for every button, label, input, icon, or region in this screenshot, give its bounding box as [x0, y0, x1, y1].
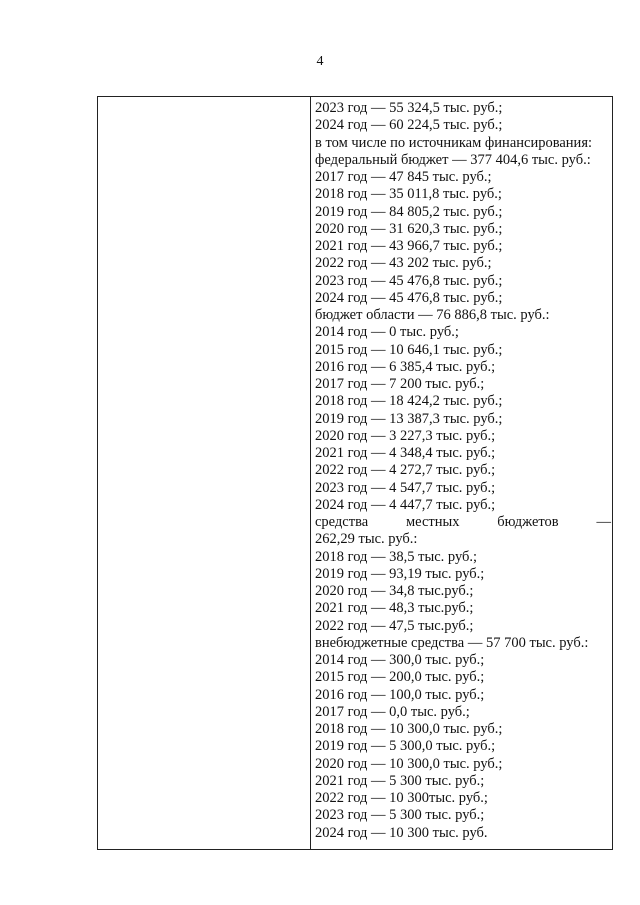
- funding-line: 2020 год — 31 620,3 тыс. руб.;: [315, 220, 503, 237]
- funding-line: 2020 год — 3 227,3 тыс. руб.;: [315, 427, 496, 444]
- funding-line: внебюджетные средства — 57 700 тыс. руб.:: [315, 634, 589, 651]
- funding-line: 2017 год — 47 845 тыс. руб.;: [315, 169, 492, 185]
- funding-line: 2019 год — 5 300,0 тыс. руб.;: [315, 738, 496, 755]
- funding-line: 2023 год — 55 324,5 тыс. руб.;: [315, 100, 503, 116]
- funding-line: 2024 год — 45 476,8 тыс. руб.;: [315, 289, 503, 306]
- funding-line: 2023 год — 4 547,7 тыс. руб.;: [315, 479, 496, 496]
- local-budget-word: местных: [405, 514, 460, 530]
- funding-line: 2024 год — 60 224,5 тыс. руб.;: [315, 117, 503, 134]
- funding-line: федеральный бюджет — 377 404,6 тыс. руб.:: [315, 151, 591, 168]
- local-budget-header: [315, 514, 611, 531]
- page-number: 4: [316, 54, 324, 69]
- funding-line: 2022 год — 10 300тыс. руб.;: [315, 790, 488, 806]
- local-budget-word: —: [596, 514, 611, 530]
- funding-line: в том числе по источникам финансирования:: [315, 134, 593, 151]
- funding-line: 2023 год — 45 476,8 тыс. руб.;: [315, 272, 503, 289]
- funding-line: 2018 год — 35 011,8 тыс. руб.;: [315, 186, 502, 203]
- table-left-cell: [98, 97, 310, 849]
- funding-line: 2017 год — 0,0 тыс. руб.;: [315, 703, 470, 720]
- funding-line: 2018 год — 10 300,0 тыс. руб.;: [315, 721, 503, 737]
- funding-line: 2019 год — 93,19 тыс. руб.;: [315, 565, 485, 582]
- funding-line: 2023 год — 5 300 тыс. руб.;: [315, 807, 485, 824]
- funding-line: 2019 год — 84 805,2 тыс. руб.;: [315, 203, 503, 220]
- funding-line: 2020 год — 34,8 тыс.руб.;: [315, 583, 474, 599]
- funding-line: 2017 год — 7 200 тыс. руб.;: [315, 376, 485, 392]
- funding-line: 2020 год — 10 300,0 тыс. руб.;: [315, 755, 503, 772]
- local-budget-word: бюджетов: [497, 514, 559, 530]
- funding-line: бюджет области — 76 886,8 тыс. руб.:: [315, 307, 550, 323]
- funding-line: 2024 год — 10 300 тыс. руб.: [315, 824, 488, 841]
- funding-line: 2014 год — 0 тыс. руб.;: [315, 324, 459, 341]
- funding-line: 2015 год — 10 646,1 тыс. руб.;: [315, 341, 503, 358]
- local-budget-word: средства: [315, 514, 369, 530]
- local-budget-total: 262,29 тыс. руб.:: [315, 531, 418, 548]
- funding-line: 2015 год — 200,0 тыс. руб.;: [315, 669, 485, 686]
- funding-line: 2018 год — 18 424,2 тыс. руб.;: [315, 393, 503, 410]
- funding-line: 2016 год — 100,0 тыс. руб.;: [315, 686, 485, 703]
- funding-line: 2018 год — 38,5 тыс. руб.;: [315, 548, 478, 565]
- funding-line: 2022 год — 4 272,7 тыс. руб.;: [315, 462, 496, 479]
- funding-line: 2021 год — 48,3 тыс.руб.;: [315, 600, 474, 617]
- funding-line: 2022 год — 43 202 тыс. руб.;: [315, 255, 492, 272]
- funding-line: 2024 год — 4 447,7 тыс. руб.;: [315, 496, 496, 513]
- column-divider: [310, 97, 311, 849]
- funding-table: [97, 96, 613, 850]
- table-right-cell: [315, 100, 611, 842]
- funding-line: 2021 год — 5 300 тыс. руб.;: [315, 772, 485, 789]
- funding-line: 2019 год — 13 387,3 тыс. руб.;: [315, 410, 503, 427]
- funding-line: 2016 год — 6 385,4 тыс. руб.;: [315, 358, 496, 375]
- funding-line: 2021 год — 4 348,4 тыс. руб.;: [315, 445, 496, 461]
- funding-line: 2021 год — 43 966,7 тыс. руб.;: [315, 238, 503, 254]
- funding-line: 2022 год — 47,5 тыс.руб.;: [315, 617, 474, 634]
- funding-line: 2014 год — 300,0 тыс. руб.;: [315, 652, 485, 668]
